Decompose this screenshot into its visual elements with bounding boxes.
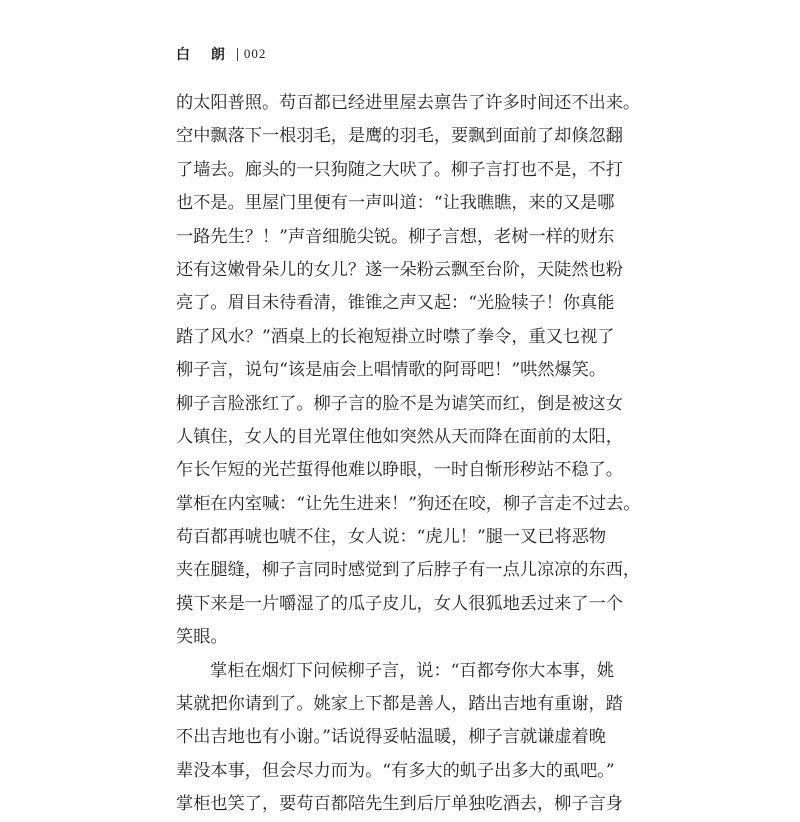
text-line: 人镇住，女人的目光罩住他如突然从天而降在面前的太阳， [176,426,623,447]
text-line: 柳子言，说句“该是庙会上唱情歌的阿哥吧！”哄然爆笑。 [176,360,607,381]
text-line: 笑眼。 [176,627,228,648]
page-number: 002 [243,46,267,61]
header-divider [237,48,238,61]
author-name: 白 朗 [176,47,233,63]
text-line: 摸下来是一片嚼湿了的瓜子皮儿，女人很狐地丢过来了一个 [176,593,623,614]
text-line: 还有这嫩骨朵儿的女儿？遂一朵粉云飘至台阶，天陡然也粉 [176,259,623,280]
running-header [176,43,266,65]
text-line: 亮了。眉目未待看清，锥锥之声又起：“光脸犊子！你真能 [176,293,615,314]
paragraph-start-line: 掌柜在烟灯下问候柳子言，说：“百都夸你大本事，姚 [210,660,615,681]
text-line: 踏了风水？”酒桌上的长袍短褂立时噤了拳令，重又乜视了 [176,326,615,347]
body-text [176,87,641,822]
text-line: 的太阳普照。苟百都已经进里屋去禀告了许多时间还不出来。 [176,93,641,113]
text-line: 苟百都再唬也唬不住，女人说：“虎儿！”腿一叉已将恶物 [176,527,607,548]
text-line: 也不是。里屋门里便有一声叫道：“让我瞧瞧，来的又是哪 [176,193,615,214]
text-line: 一路先生？！”声音细脆尖锐。柳子言想，老树一样的财东 [176,226,615,247]
text-line: 掌柜也笑了，要苟百都陪先生到后厅单独吃酒去，柳子言身 [176,794,623,815]
text-line: 辈没本事，但会尽力而为。“有多大的虮子出多大的虱吧。” [176,760,615,781]
text-line: 某就把你请到了。姚家上下都是善人，踏出吉地有重谢，踏 [176,694,623,715]
text-line: 了墙去。廊头的一只狗随之大吠了。柳子言打也不是，不打 [176,159,623,180]
text-line: 夹在腿缝，柳子言同时感觉到了后脖子有一点儿凉凉的东西， [176,560,641,581]
text-line: 柳子言脸涨红了。柳子言的脸不是为谑笑而红，倒是被这女 [176,393,623,414]
text-line: 空中飘落下一根羽毛，是鹰的羽毛，要飘到面前了却倏忽翻 [176,126,623,147]
text-line: 乍长乍短的光芒蜇得他难以睁眼，一时自惭形秽站不稳了。 [176,460,623,481]
text-line: 不出吉地也有小谢。”话说得妥帖温暖，柳子言就谦虚着晚 [176,727,606,748]
text-line: 掌柜在内室喊：“让先生进来！”狗还在咬，柳子言走不过去。 [176,493,641,514]
